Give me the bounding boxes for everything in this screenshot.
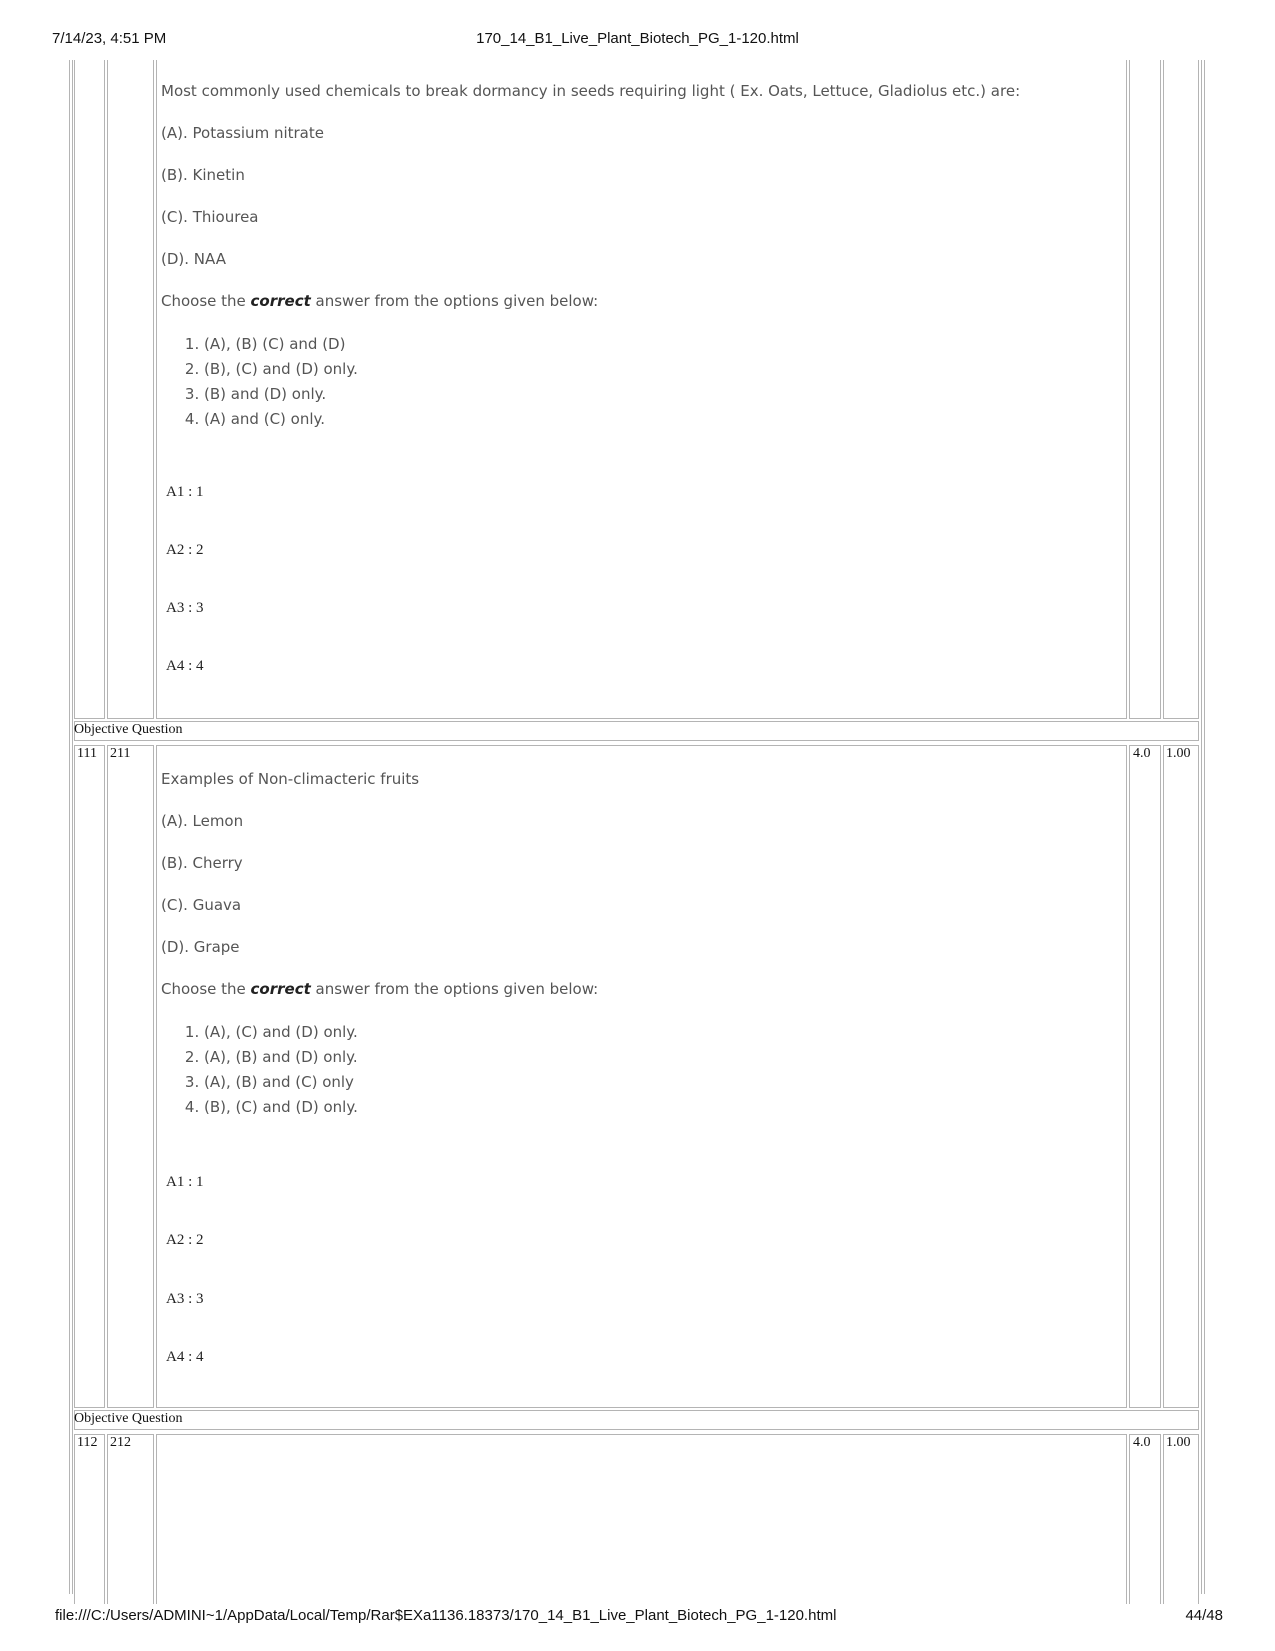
option-list — [161, 332, 1121, 432]
question-instruction: Choose the correct answer from the options given below: — [161, 980, 599, 998]
question-item: (D). Grape — [161, 938, 240, 956]
print-file-path: file:///C:/Users/ADMINI~1/AppData/Local/Temp/Rar$EXa1136.18373/170_14_B1_Live_Plant_Biotech_PG_1-120.html — [55, 1607, 837, 1624]
option-item: 1. (A), (B) (C) and (D) — [204, 332, 1121, 357]
answer-label: A2 : 2 — [166, 1232, 204, 1248]
question-item: (B). Cherry — [161, 854, 243, 872]
option-item: 2. (B), (C) and (D) only. — [204, 357, 1121, 382]
question-item: (A). Potassium nitrate — [161, 124, 324, 142]
option-item: 4. (A) and (C) only. — [204, 407, 1121, 432]
answer-label: A4 : 4 — [166, 658, 204, 674]
question-stem: Most commonly used chemicals to break dormancy in seeds requiring light ( Ex. Oats, Lettuce, Gladiolus etc.) are: — [161, 82, 1021, 100]
question-marks: 4.0 — [1133, 1435, 1151, 1450]
answer-label: A4 : 4 — [166, 1349, 204, 1365]
question-id: 211 — [110, 746, 131, 761]
answer-label: A1 : 1 — [166, 1174, 204, 1190]
question-item: (D). NAA — [161, 250, 226, 268]
question-item: (A). Lemon — [161, 812, 244, 830]
negative-marks: 1.00 — [1166, 746, 1191, 761]
question-number: 112 — [77, 1435, 98, 1450]
question-item: (C). Guava — [161, 896, 242, 914]
question-body — [161, 80, 1121, 432]
print-datetime: 7/14/23, 4:51 PM — [52, 30, 167, 47]
print-page-number: 44/48 — [1185, 1607, 1223, 1624]
question-number: 111 — [77, 746, 97, 761]
question-type-banner: Objective Question — [74, 722, 183, 737]
question-type-banner: Objective Question — [74, 1411, 183, 1426]
option-list — [161, 1020, 1121, 1120]
question-item: (C). Thiourea — [161, 208, 259, 226]
option-item: 1. (A), (C) and (D) only. — [204, 1020, 1121, 1045]
answer-label: A1 : 1 — [166, 484, 204, 500]
option-item: 3. (B) and (D) only. — [204, 382, 1121, 407]
answer-label: A3 : 3 — [166, 600, 204, 616]
option-item: 3. (A), (B) and (C) only — [204, 1070, 1121, 1095]
answer-label: A2 : 2 — [166, 542, 204, 558]
answer-label: A3 : 3 — [166, 1291, 204, 1307]
option-item: 4. (B), (C) and (D) only. — [204, 1095, 1121, 1120]
option-item: 2. (A), (B) and (D) only. — [204, 1045, 1121, 1070]
question-instruction: Choose the correct answer from the options given below: — [161, 292, 599, 310]
question-marks: 4.0 — [1133, 746, 1151, 761]
question-id: 212 — [110, 1435, 131, 1450]
question-item: (B). Kinetin — [161, 166, 245, 184]
print-doc-title: 170_14_B1_Live_Plant_Biotech_PG_1-120.html — [476, 30, 799, 47]
negative-marks: 1.00 — [1166, 1435, 1191, 1450]
question-body — [161, 768, 1121, 1120]
question-stem: Examples of Non-climacteric fruits — [161, 770, 420, 788]
